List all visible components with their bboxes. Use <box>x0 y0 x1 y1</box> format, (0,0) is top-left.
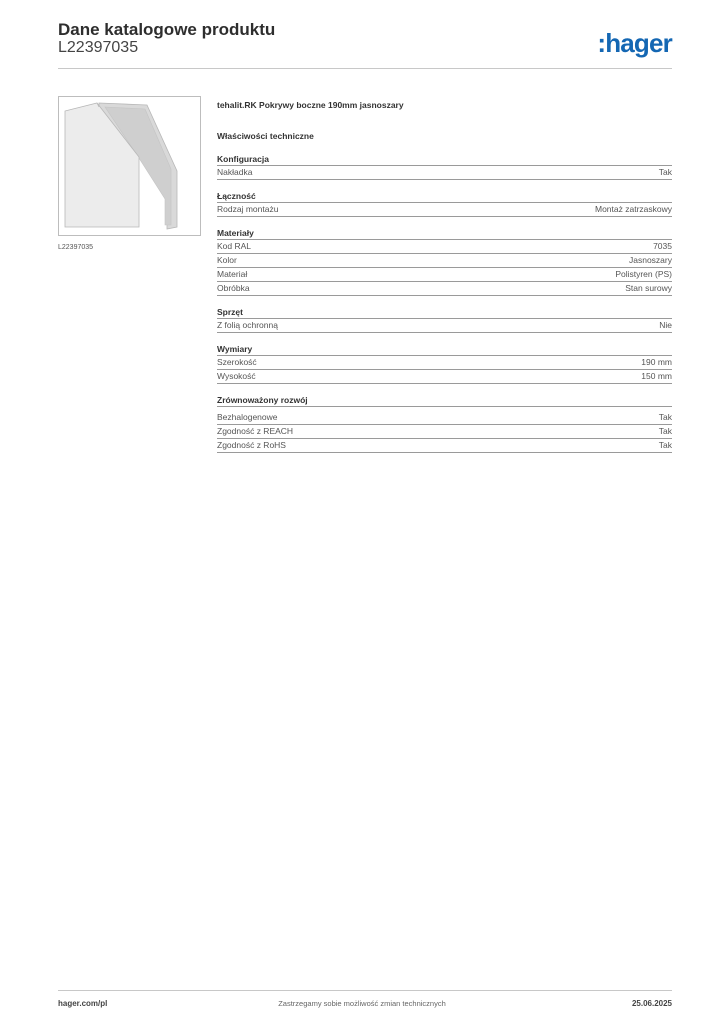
spec-row <box>217 370 672 384</box>
product-code: L22397035 <box>58 39 139 56</box>
footer-divider <box>58 990 672 991</box>
spec-value: Tak <box>658 440 672 450</box>
spec-label: Zgodność z REACH <box>217 426 294 436</box>
side-cover-illustration-icon <box>59 97 200 235</box>
product-details <box>217 98 672 453</box>
spec-label: Obróbka <box>217 283 250 293</box>
footer-website: hager.com/pl <box>58 999 108 1008</box>
spec-value: Montaż zatrzaskowy <box>595 204 672 214</box>
section-konfiguracja <box>217 153 672 180</box>
logo-colon-icon: : <box>597 28 606 58</box>
image-caption: L22397035 <box>58 244 94 251</box>
section-zrownowazony-rozwoj <box>217 394 672 453</box>
section-heading: Sprzęt <box>217 306 672 319</box>
spec-row <box>217 203 672 217</box>
spec-label: Rodzaj montażu <box>217 204 279 214</box>
section-heading: Wymiary <box>217 343 672 356</box>
spec-value: 7035 <box>653 241 672 251</box>
section-heading: Konfiguracja <box>217 153 672 166</box>
section-sprzet <box>217 306 672 333</box>
spec-value: Tak <box>658 412 672 422</box>
document-title: Dane katalogowe produktu <box>58 20 276 39</box>
spec-row <box>217 425 672 439</box>
spec-label: Z folią ochronną <box>217 320 278 330</box>
section-heading: Zrównoważony rozwój <box>217 394 672 407</box>
spec-value: 190 mm <box>641 357 672 367</box>
spec-row <box>217 240 672 254</box>
logo-text: hager <box>605 28 672 58</box>
technical-properties-heading: Właściwości techniczne <box>217 131 314 141</box>
spec-label: Nakładka <box>217 167 253 177</box>
spec-row <box>217 166 672 180</box>
hager-logo <box>597 28 672 59</box>
section-heading: Łączność <box>217 190 672 203</box>
footer-notice: Zastrzegamy sobie możliwość zmian technicznych <box>278 999 446 1008</box>
spec-value: Polistyren (PS) <box>615 269 672 279</box>
spec-row <box>217 319 672 333</box>
spec-row <box>217 356 672 370</box>
section-lacznosc <box>217 190 672 217</box>
spec-label: Zgodność z RoHS <box>217 440 286 450</box>
spec-value: 150 mm <box>641 371 672 381</box>
spec-row <box>217 254 672 268</box>
product-title: tehalit.RK Pokrywy boczne 190mm jasnoszary <box>217 100 404 110</box>
page-header <box>58 20 672 70</box>
spec-value: Tak <box>658 167 672 177</box>
spec-label: Szerokość <box>217 357 257 367</box>
spec-label: Materiał <box>217 269 248 279</box>
spec-row <box>217 411 672 425</box>
spec-label: Kolor <box>217 255 237 265</box>
spec-value: Jasnoszary <box>629 255 672 265</box>
section-materialy <box>217 227 672 296</box>
spec-row <box>217 268 672 282</box>
spec-value: Nie <box>659 320 672 330</box>
product-image <box>58 96 201 236</box>
section-wymiary <box>217 343 672 384</box>
header-divider <box>58 68 672 69</box>
section-heading: Materiały <box>217 227 672 240</box>
spec-row <box>217 282 672 296</box>
spec-label: Kod RAL <box>217 241 252 251</box>
spec-value: Tak <box>658 426 672 436</box>
spec-label: Wysokość <box>217 371 256 381</box>
spec-label: Bezhalogenowe <box>217 412 278 422</box>
spec-row <box>217 439 672 453</box>
spec-value: Stan surowy <box>625 283 672 293</box>
footer-date: 25.06.2025 <box>631 999 672 1008</box>
